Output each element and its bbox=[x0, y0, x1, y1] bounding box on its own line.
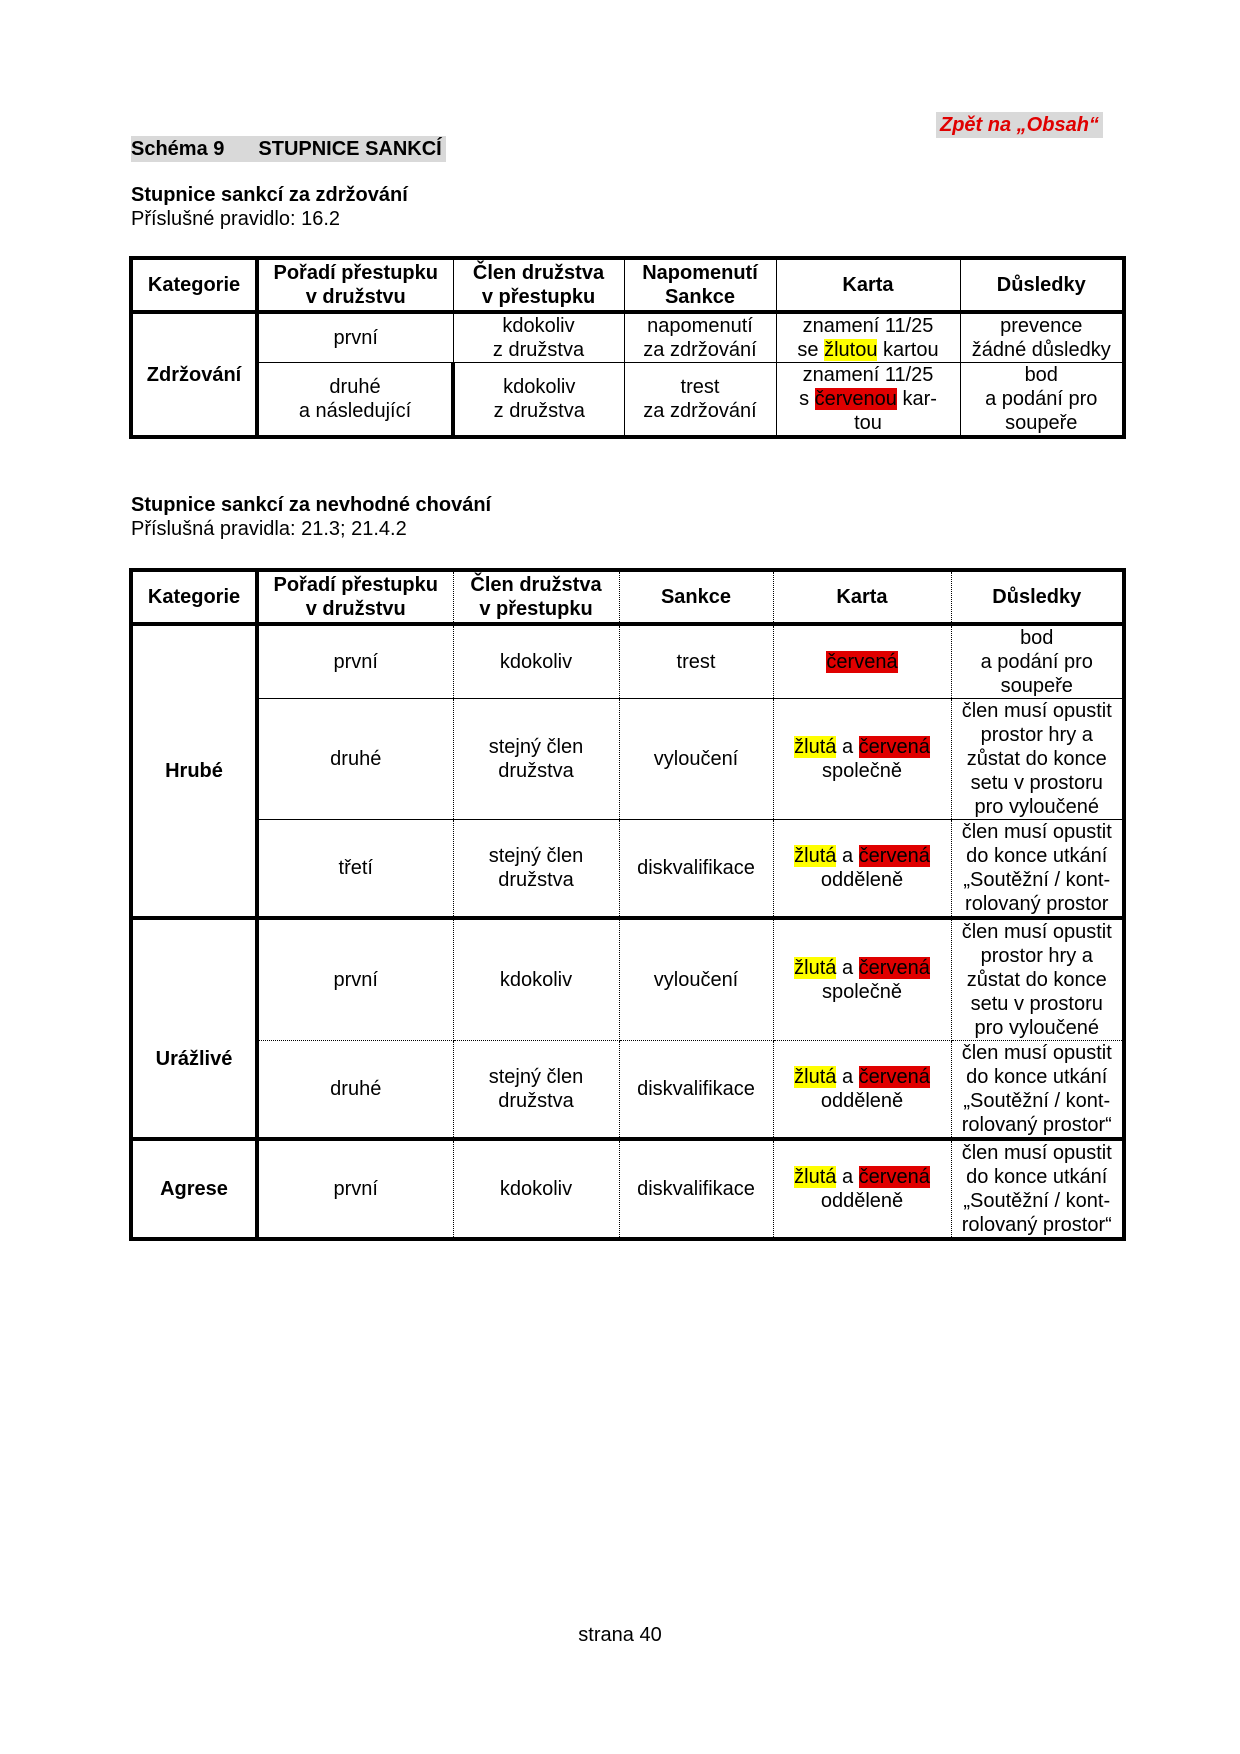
karta-cell: žlutá a červená odděleně bbox=[773, 1041, 951, 1140]
red-card-highlight: červená bbox=[858, 736, 930, 758]
table-row bbox=[131, 1139, 1124, 1239]
dusledky-cell: člen musí opustit prostor hry a zůstat do konce setu v prostoru pro vyloučené bbox=[951, 918, 1124, 1041]
dusledky-cell: bod a podání pro soupeře bbox=[951, 624, 1124, 699]
header-clen: Člen družstva v přestupku bbox=[453, 570, 619, 624]
clen-cell: kdokoliv z družstva bbox=[453, 363, 624, 438]
clen-cell: kdokoliv z družstva bbox=[453, 312, 624, 363]
sankce-cell: diskvalifikace bbox=[619, 820, 773, 919]
karta-cell: žlutá a červená odděleně bbox=[773, 820, 951, 919]
yellow-card-highlight: žlutá bbox=[794, 1066, 837, 1088]
header-poradi: Pořadí přestupku v družstvu bbox=[257, 258, 453, 312]
table-header-row bbox=[131, 258, 1124, 312]
table-row bbox=[131, 624, 1124, 699]
header-sankce: Napomenutí Sankce bbox=[624, 258, 776, 312]
table-header-row bbox=[131, 570, 1124, 624]
table-row bbox=[131, 312, 1124, 363]
table-row bbox=[131, 363, 1124, 438]
page-number: strana 40 bbox=[578, 1624, 662, 1646]
red-card-highlight: červená bbox=[858, 1066, 930, 1088]
section1-title: Stupnice sankcí za zdržování bbox=[131, 184, 408, 206]
dusledky-cell: prevence žádné důsledky bbox=[960, 312, 1124, 363]
dusledky-cell: člen musí opustit do konce utkání „Soutěžní / kont- rolovaný prostor“ bbox=[951, 1041, 1124, 1140]
poradi-cell: třetí bbox=[257, 820, 453, 919]
sankce-cell: trest za zdržování bbox=[624, 363, 776, 438]
red-card-highlight: červená bbox=[858, 957, 930, 979]
poradi-cell: první bbox=[257, 312, 453, 363]
table-row bbox=[131, 918, 1124, 1041]
section1-rule: Příslušné pravidlo: 16.2 bbox=[131, 208, 341, 230]
table-row bbox=[131, 699, 1124, 820]
red-card-highlight: červenou bbox=[814, 388, 897, 410]
sankce-cell: diskvalifikace bbox=[619, 1041, 773, 1140]
header-dusledky: Důsledky bbox=[960, 258, 1124, 312]
section2-title: Stupnice sankcí za nevhodné chování bbox=[131, 494, 492, 516]
header-clen: Člen družstva v přestupku bbox=[453, 258, 624, 312]
table-row bbox=[131, 1041, 1124, 1140]
header-poradi: Pořadí přestupku v družstvu bbox=[257, 570, 453, 624]
schema-number: Schéma 9 bbox=[131, 138, 225, 160]
dusledky-cell: bod a podání pro soupeře bbox=[960, 363, 1124, 438]
yellow-card-highlight: žlutá bbox=[794, 1166, 837, 1188]
header-karta: Karta bbox=[776, 258, 960, 312]
header-kategorie: Kategorie bbox=[131, 258, 257, 312]
category-cell: Agrese bbox=[131, 1139, 257, 1239]
karta-cell: znamení 11/25 s červenou kar- tou bbox=[776, 363, 960, 438]
sankce-cell: vyloučení bbox=[619, 699, 773, 820]
header-sankce: Sankce bbox=[619, 570, 773, 624]
yellow-card-highlight: žlutá bbox=[794, 957, 837, 979]
karta-cell: žlutá a červená společně bbox=[773, 699, 951, 820]
dusledky-cell: člen musí opustit prostor hry a zůstat do konce setu v prostoru pro vyloučené bbox=[951, 699, 1124, 820]
clen-cell: kdokoliv bbox=[453, 624, 619, 699]
poradi-cell: druhé a následující bbox=[257, 363, 453, 438]
poradi-cell: první bbox=[257, 918, 453, 1041]
red-card-highlight: červená bbox=[826, 651, 898, 673]
delay-sanctions-table bbox=[129, 256, 1126, 439]
dusledky-cell: člen musí opustit do konce utkání „Soutěžní / kont- rolovaný prostor“ bbox=[951, 1139, 1124, 1239]
category-cell: Zdržování bbox=[131, 312, 257, 437]
clen-cell: kdokoliv bbox=[453, 918, 619, 1041]
back-to-contents-link[interactable]: Zpět na „Obsah“ bbox=[936, 112, 1103, 138]
clen-cell: kdokoliv bbox=[453, 1139, 619, 1239]
section2-rule: Příslušná pravidla: 21.3; 21.4.2 bbox=[131, 518, 407, 540]
red-card-highlight: červená bbox=[858, 845, 930, 867]
poradi-cell: druhé bbox=[257, 699, 453, 820]
yellow-card-highlight: žlutou bbox=[824, 339, 878, 361]
clen-cell: stejný člen družstva bbox=[453, 820, 619, 919]
table-row bbox=[131, 820, 1124, 919]
schema-heading bbox=[131, 136, 446, 162]
sankce-cell: trest bbox=[619, 624, 773, 699]
karta-cell bbox=[773, 624, 951, 699]
sankce-cell: napomenutí za zdržování bbox=[624, 312, 776, 363]
clen-cell: stejný člen družstva bbox=[453, 699, 619, 820]
header-karta: Karta bbox=[773, 570, 951, 624]
sankce-cell: diskvalifikace bbox=[619, 1139, 773, 1239]
header-dusledky: Důsledky bbox=[951, 570, 1124, 624]
category-cell: Urážlivé bbox=[131, 918, 257, 1139]
schema-title: STUPNICE SANKCÍ bbox=[258, 138, 442, 160]
sankce-cell: vyloučení bbox=[619, 918, 773, 1041]
karta-cell: žlutá a červená odděleně bbox=[773, 1139, 951, 1239]
poradi-cell: první bbox=[257, 624, 453, 699]
karta-cell: znamení 11/25 se žlutou kartou bbox=[776, 312, 960, 363]
dusledky-cell: člen musí opustit do konce utkání „Soutěžní / kont- rolovaný prostor bbox=[951, 820, 1124, 919]
red-card-highlight: červená bbox=[858, 1166, 930, 1188]
yellow-card-highlight: žlutá bbox=[794, 845, 837, 867]
header-kategorie: Kategorie bbox=[131, 570, 257, 624]
clen-cell: stejný člen družstva bbox=[453, 1041, 619, 1140]
category-cell: Hrubé bbox=[131, 624, 257, 918]
karta-cell: žlutá a červená společně bbox=[773, 918, 951, 1041]
poradi-cell: první bbox=[257, 1139, 453, 1239]
poradi-cell: druhé bbox=[257, 1041, 453, 1140]
misconduct-sanctions-table bbox=[129, 568, 1126, 1241]
yellow-card-highlight: žlutá bbox=[794, 736, 837, 758]
